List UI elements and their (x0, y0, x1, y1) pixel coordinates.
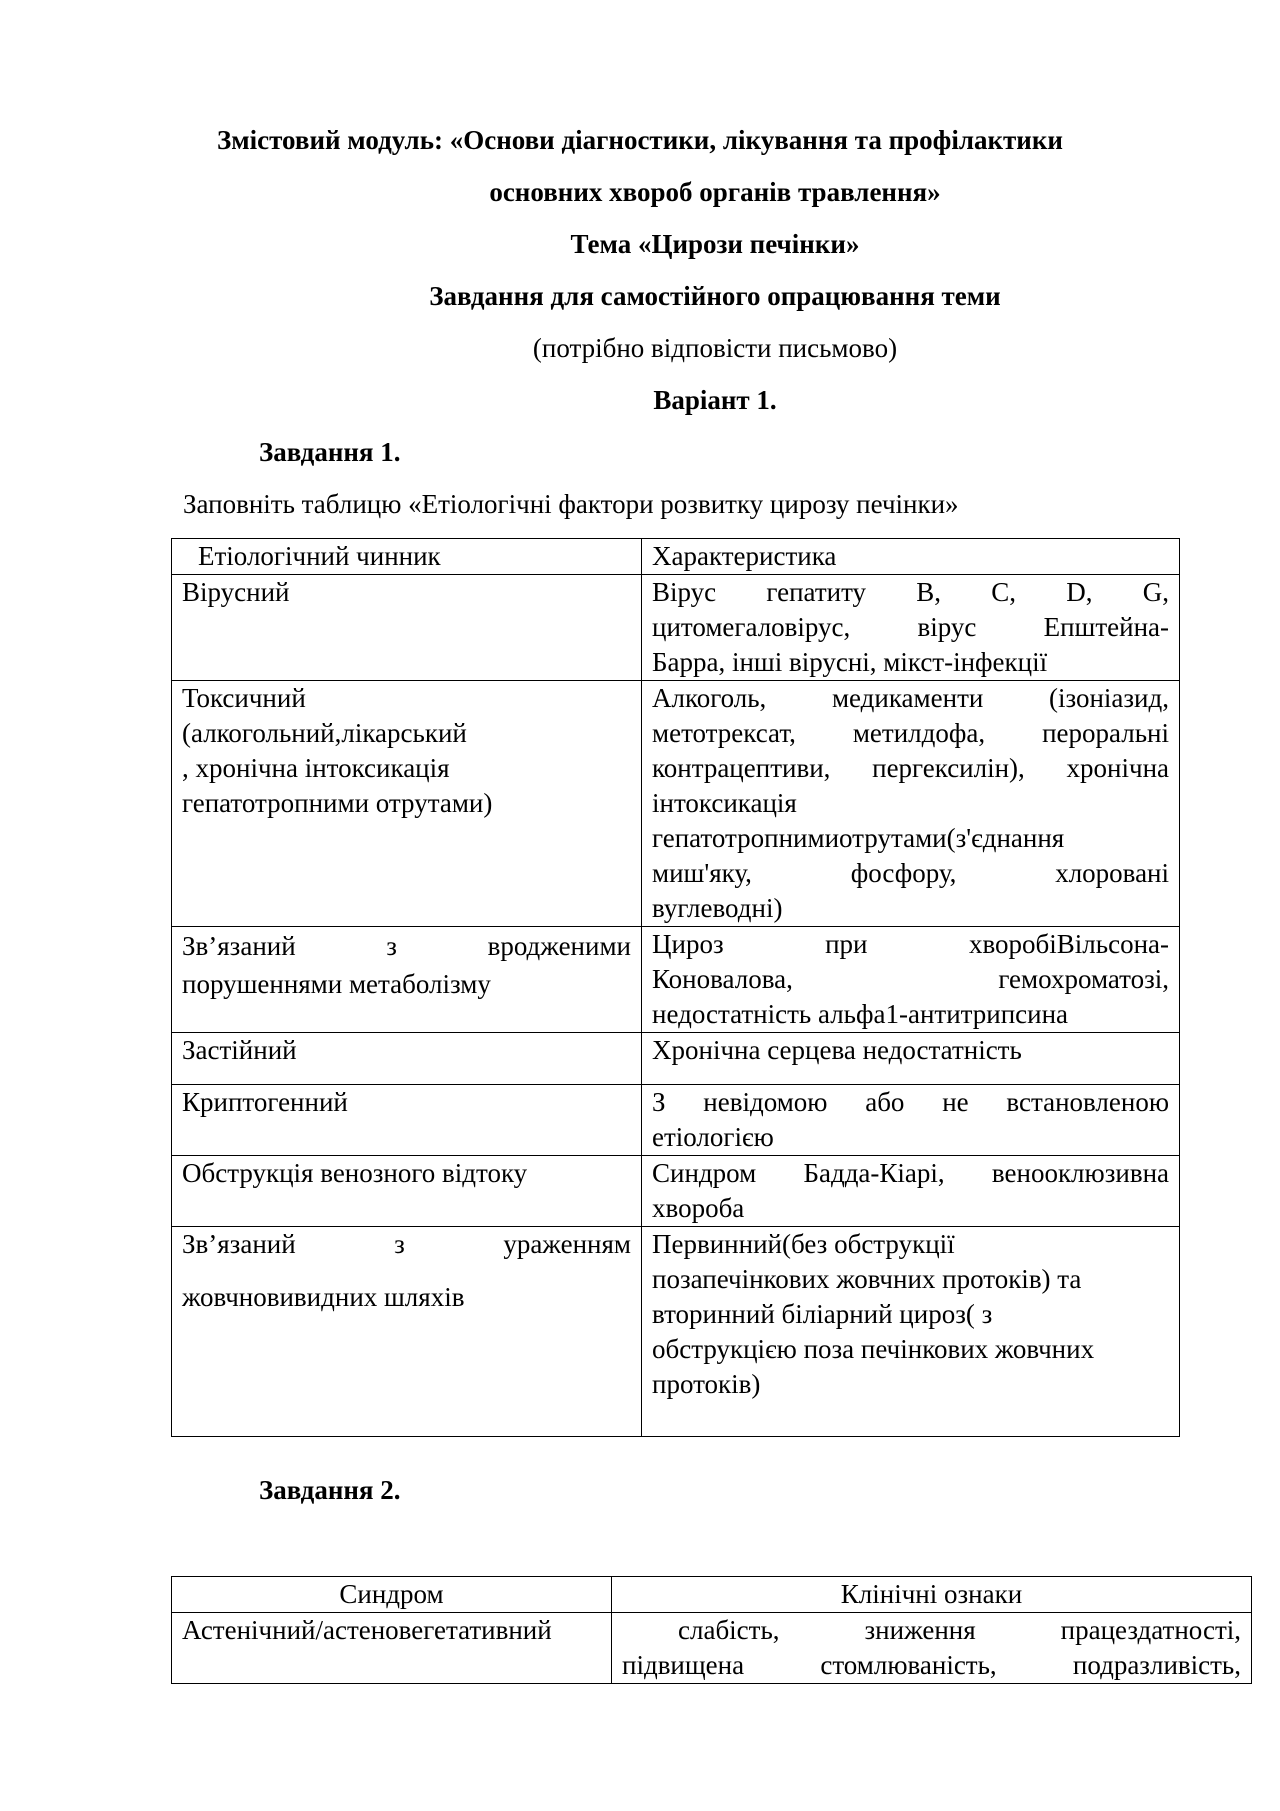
characteristic-line: Коновалова, гемохроматозі, (652, 964, 1169, 994)
signs-line: слабість, зниження працездатності, (678, 1615, 1241, 1645)
task1-title: Завдання 1. (259, 437, 401, 467)
factor-cell (172, 575, 642, 681)
characteristic-line: Вірус гепатиту В, С, D, G, (652, 577, 1169, 607)
variant-title: Варіант 1. (653, 385, 777, 415)
characteristic-cell (642, 1227, 1180, 1437)
syndrome-table (171, 1576, 1252, 1684)
factor-text: Зв’язаний з вродженими (182, 931, 631, 961)
task1-instruction: Заповніть таблицю «Етіологічні фактори розвитку цирозу печінки» (183, 489, 959, 519)
table-header-syndrome: Синдром (172, 1577, 612, 1613)
characteristic-line: обструкцією поза печінкових жовчних (652, 1334, 1095, 1364)
characteristic-cell (642, 1033, 1180, 1085)
factor-text: Вірусний (182, 577, 290, 607)
topic-title: Тема «Цирози печінки» (570, 229, 860, 259)
characteristic-line: гепатотропнимиотрутами(з'єднання (652, 823, 1065, 853)
table-row (172, 681, 1180, 927)
factor-text: Криптогенний (182, 1087, 348, 1117)
factor-text: жовчновивидних шляхів (182, 1282, 465, 1312)
table-row (172, 1033, 1180, 1085)
factor-text: (алкогольний,лікарський (182, 718, 467, 748)
table-header-characteristic: Характеристика (642, 539, 1180, 575)
characteristic-line: Хронічна серцева недостатність (652, 1035, 1022, 1065)
factor-cell (172, 927, 642, 1033)
characteristic-line: позапечінкових жовчних протоків) та (652, 1264, 1082, 1294)
table-header-row (172, 539, 1180, 575)
factor-text: порушеннями метаболізму (182, 969, 491, 999)
characteristic-line: Синдром Бадда-Кіарі, венооклюзивна (652, 1158, 1169, 1188)
table-row (172, 575, 1180, 681)
factor-text: Зв’язаний з ураженням (182, 1229, 631, 1259)
factor-text: Токсичний (182, 683, 306, 713)
characteristic-line: метотрексат, метилдофа, пероральні (652, 718, 1169, 748)
characteristic-line: інтоксикація (652, 788, 797, 818)
signs-cell (612, 1613, 1252, 1684)
characteristic-cell (642, 1156, 1180, 1227)
characteristic-line: миш'яку, фосфору, хлоровані (652, 858, 1169, 888)
characteristic-line: Алкоголь, медикаменти (ізоніазид, (652, 683, 1169, 713)
factor-text: Обструкція венозного відтоку (182, 1158, 528, 1188)
characteristic-cell (642, 927, 1180, 1033)
characteristic-line: вторинний біліарний цироз( з (652, 1299, 993, 1329)
table-row (172, 927, 1180, 1033)
factor-cell (172, 1033, 642, 1085)
table-header-row (172, 1577, 1252, 1613)
characteristic-line: Цироз при хворобіВільсона- (652, 929, 1169, 959)
module-title-line1: Змістовий модуль: «Основи діагностики, лікування та профілактики (217, 125, 1063, 155)
characteristic-line: цитомегаловірус, вірус Епштейна- (652, 612, 1169, 642)
assignment-note: (потрібно відповісти письмово) (532, 333, 898, 363)
task2-title: Завдання 2. (259, 1475, 401, 1505)
syndrome-text: Астенічний/астеновегетативний (182, 1615, 552, 1645)
characteristic-line: недостатність альфа1-антитрипсина (652, 999, 1069, 1029)
characteristic-cell (642, 681, 1180, 927)
table-row (172, 1613, 1252, 1684)
characteristic-line: контрацептиви, пергексилін), хронічна (652, 753, 1169, 783)
characteristic-cell (642, 1085, 1180, 1156)
module-title-line2: основних хвороб органів травлення» (489, 177, 941, 207)
factor-text: гепатотропними отрутами) (182, 788, 493, 818)
factor-cell (172, 681, 642, 927)
table-header-factor: Етіологічний чинник (172, 539, 642, 575)
characteristic-cell (642, 575, 1180, 681)
table-row (172, 1085, 1180, 1156)
characteristic-line: протоків) (652, 1369, 761, 1399)
table-header-signs: Клінічні ознаки (612, 1577, 1252, 1613)
table-row (172, 1227, 1180, 1437)
syndrome-cell (172, 1613, 612, 1684)
characteristic-line: З невідомою або не встановленою (652, 1087, 1169, 1117)
etiology-table (171, 538, 1180, 1437)
factor-cell (172, 1156, 642, 1227)
factor-cell (172, 1085, 642, 1156)
characteristic-line: Барра, інші вірусні, мікст-інфекції (652, 647, 1048, 677)
factor-text: Застійний (182, 1035, 297, 1065)
characteristic-line: етіологією (652, 1122, 774, 1152)
factor-cell (172, 1227, 642, 1437)
characteristic-line: хвороба (652, 1193, 745, 1223)
characteristic-line: вуглеводні) (652, 893, 783, 923)
table-row (172, 1156, 1180, 1227)
factor-text: , хронічна інтоксикація (182, 753, 450, 783)
signs-line: підвищена стомлюваність, подразливість, (622, 1650, 1241, 1680)
characteristic-line: Первинний(без обструкції (652, 1229, 955, 1259)
assignment-title: Завдання для самостійного опрацювання теми (429, 281, 1001, 311)
